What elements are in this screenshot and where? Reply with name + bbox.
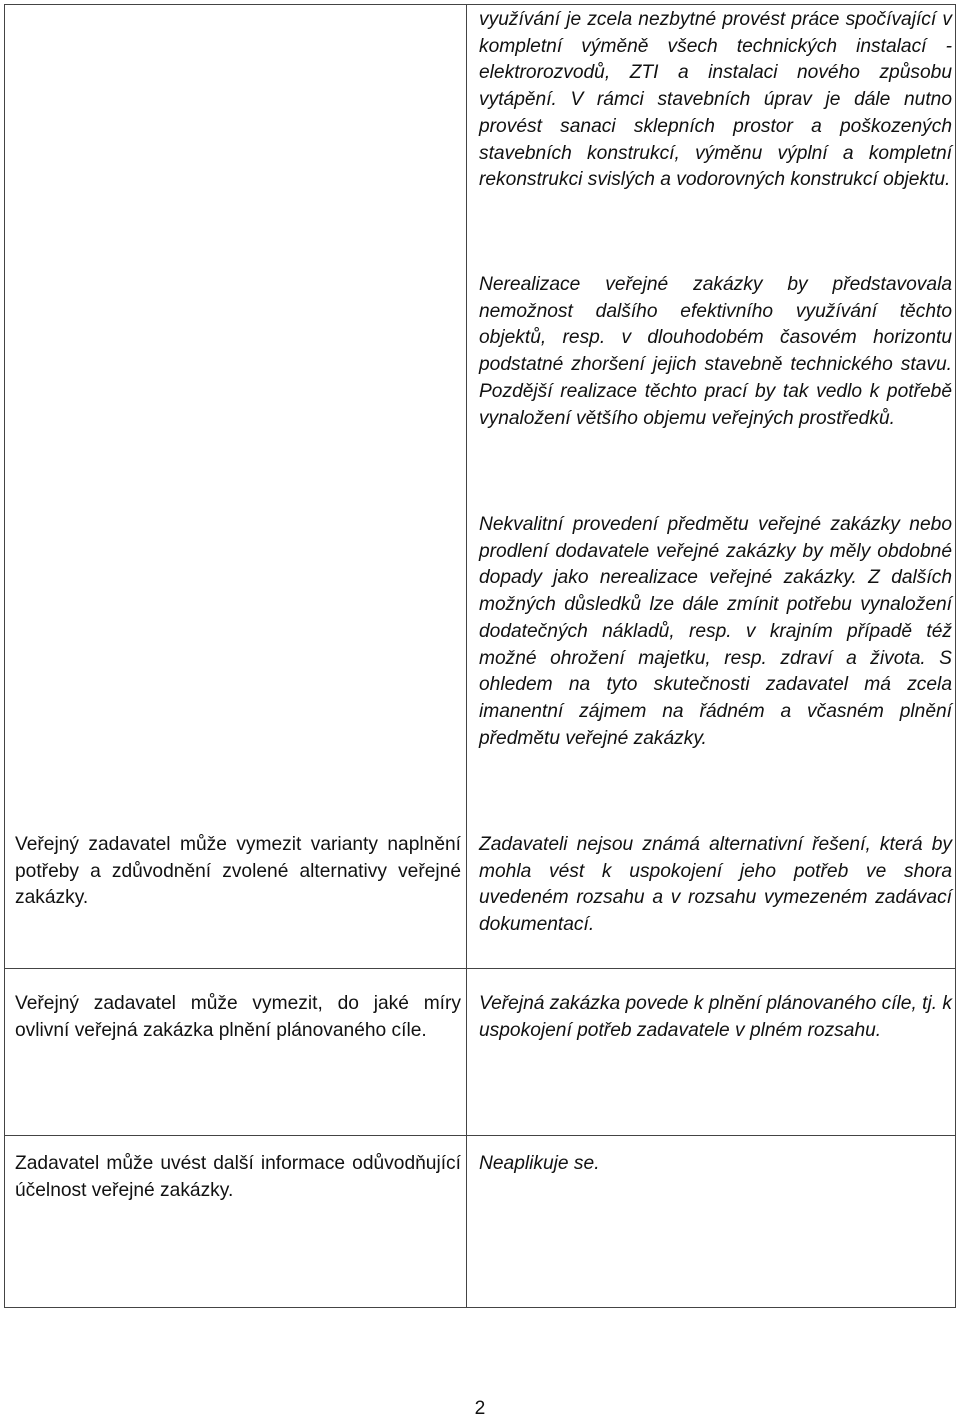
- right-paragraph-2: Nerealizace veřejné zakázky by představovala nemožnost dalšího efektivního využívání těchto objektů, resp. v dlouhodobém časovém horizontu podstatné zhoršení jejich stavebně technického stavu. Pozdější realizace těchto prací by tak vedlo k potřebě vynaložení většího objemu veřejných prostředků.: [479, 274, 952, 429]
- right-paragraph-3: Nekvalitní provedení předmětu veřejné zakázky nebo prodlení dodavatele veřejné zakázky by měly obdobné dopady jako nerealizace veřejné zakázky. Z dalších možných důsledků lze dále zmínit potřebu vynaložení dodatečných nákladů, resp. v krajním případě též možné ohrožení majetku, resp. zdraví a života. S ohledem na tyto skutečnosti zadavatel má zcela imanentní zájmem na řádném a včasném plnění předmětu veřejné zakázky.: [479, 514, 952, 749]
- justification-table: [4, 4, 956, 1308]
- row-divider-1: [5, 968, 955, 969]
- right-paragraph-1: využívání je zcela nezbytné provést práce spočívající v kompletní výměně všech technických instalací - elektrorozvodů, ZTI a instalaci nového způsobu vytápění. V rámci stavebních úprav je dále nutno provést sanaci sklepních prostor a poškozených stavebních konstrukcí, výměnu výplní a kompletní rekonstrukci svislých a vodorovných konstrukcí objektu.: [479, 9, 952, 191]
- right-answer-other-info: Neaplikuje se.: [479, 1153, 600, 1174]
- row-divider-2: [5, 1135, 955, 1136]
- left-label-goal: Veřejný zadavatel může vymezit, do jaké míry ovlivní veřejná zakázka plnění plánovaného cíle.: [15, 993, 461, 1041]
- right-answer-goal: Veřejná zakázka povede k plnění plánovaného cíle, tj. k uspokojení potřeb zadavatele v plném rozsahu.: [479, 993, 952, 1041]
- page-number: 2: [474, 1398, 486, 1419]
- column-divider: [466, 5, 467, 1307]
- right-paragraph-4: Zadavateli nejsou známá alternativní řešení, která by mohla vést k uspokojení jeho potřeb ve shora uvedeném rozsahu a v rozsahu vymezeném zadávací dokumentací.: [479, 834, 952, 936]
- left-label-other-info: Zadavatel může uvést další informace odůvodňující účelnost veřejné zakázky.: [15, 1153, 461, 1201]
- left-label-variants: Veřejný zadavatel může vymezit varianty naplnění potřeby a zdůvodnění zvolené alternativy veřejné zakázky.: [15, 834, 461, 909]
